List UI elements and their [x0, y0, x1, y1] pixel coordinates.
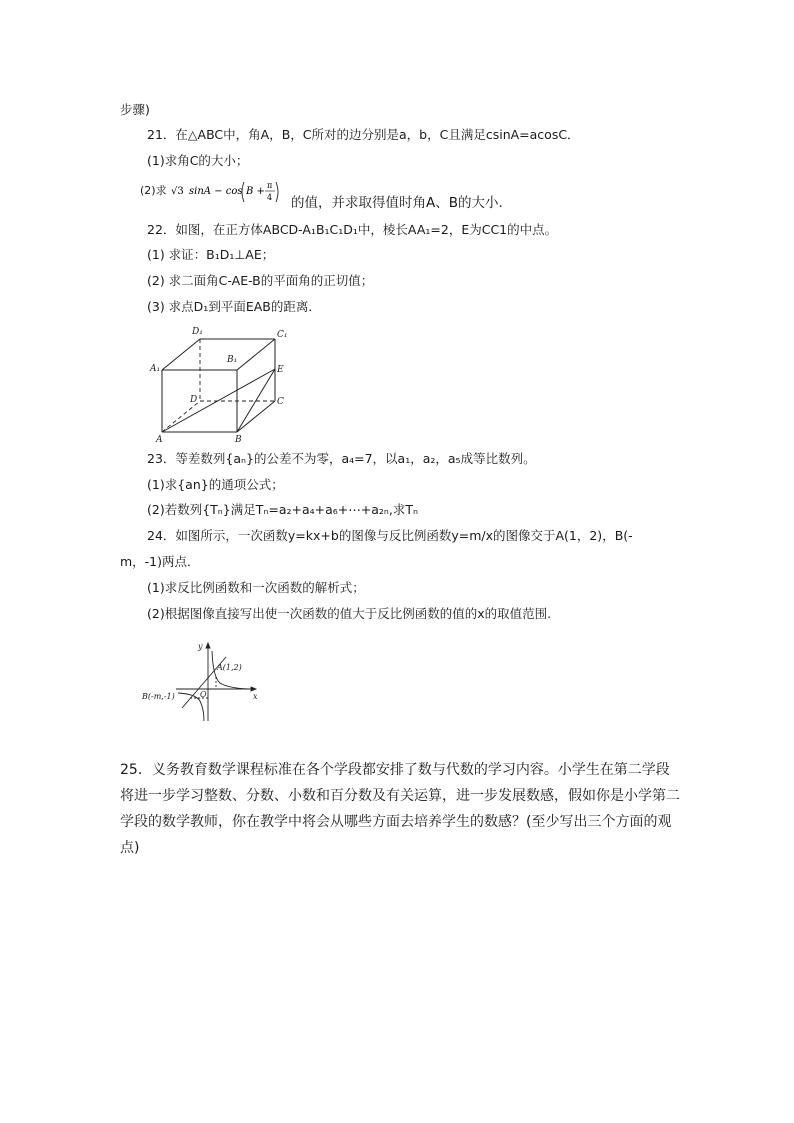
question-22: 22．如图，在正方体ABCD-A₁B₁C₁D₁中，棱长AA₁=2，E为CC1的中点。 [147, 222, 558, 237]
segment-b-e [237, 369, 275, 432]
label-c1: C₁ [277, 330, 288, 340]
label-x: x [253, 692, 258, 701]
label-point-a: A(1,2) [217, 663, 242, 672]
question-23-part-1: (1)求{an}的通项公式； [147, 477, 284, 492]
question-23-part-2: (2)若数列{Tₙ}满足Tₙ=a₂+a₄+a₆+⋯+a₂ₙ,求Tₙ [147, 502, 418, 517]
question-21-part-1: (1)求角C的大小； [147, 153, 249, 168]
pi: π [267, 181, 273, 190]
question-24-part-1: (1)求反比例函数和一次函数的解析式； [147, 580, 365, 595]
x-arrow [251, 687, 256, 691]
label-y: y [198, 642, 203, 651]
label-c: C [277, 397, 284, 407]
label-a: A [156, 435, 163, 444]
label-origin: O [200, 690, 207, 699]
right-paren [276, 182, 278, 202]
formula [171, 177, 281, 207]
label-e: E [277, 365, 284, 375]
question-24-part-2: (2)根据图像直接写出使一次函数的值大于反比例函数的值的x的取值范围. [147, 606, 552, 621]
edge-b1-c1 [237, 339, 275, 370]
label-a1: A₁ [150, 364, 161, 374]
label-b1: B₁ [227, 355, 238, 365]
text-line: 步骤) [120, 102, 150, 117]
label-b: B [235, 435, 242, 444]
cube-figure [145, 322, 305, 444]
segment-a-e [162, 369, 275, 432]
label-d1: D₁ [192, 327, 203, 337]
edge-b-c [237, 401, 275, 432]
question-21-part-2-suffix: 的值，并求取得值时角A、B的大小. [291, 195, 503, 211]
formula-graphic [171, 177, 281, 207]
label-d: D [190, 395, 198, 405]
edge-a1-d1 [162, 339, 200, 370]
function-graph [140, 637, 265, 725]
four: 4 [267, 193, 273, 202]
b-term: B + [246, 186, 265, 197]
sin-cos-term: sinA − cos [189, 186, 243, 197]
sqrt3: √3 [171, 186, 184, 197]
left-paren [242, 182, 244, 202]
question-24-line-1: 24．如图所示，一次函数y=kx+b的图像与反比例函数y=m/x的图像交于A(1，2)，B(- [147, 528, 633, 543]
question-22-part-1: (1) 求证：B₁D₁⊥AE； [147, 247, 275, 262]
question-21-part-2-prefix: (2)求 [140, 184, 167, 197]
y-arrow [206, 643, 210, 648]
question-24-line-2: m，-1)两点． [120, 554, 200, 569]
question-21: 21．在△ABC中，角A，B，C所对的边分别是a，b，C且满足csinA=acosC． [147, 127, 580, 142]
hidden-edge-a-d [162, 401, 200, 432]
label-point-b: B(-m,-1) [142, 692, 175, 701]
question-22-part-3: (3) 求点D₁到平面EAB的距离． [147, 299, 321, 314]
question-23: 23．等差数列{aₙ}的公差不为零，a₄=7，以a₁，a₂，a₅成等比数列。 [147, 451, 536, 466]
question-22-part-2: (2) 求二面角C-AE-B的平面角的正切值； [147, 273, 374, 288]
question-25: 25．义务教育数学课程标准在各个学段都安排了数与代数的学习内容。小学生在第二学段将进一步学习整数、分数、小数和百分数及有关运算，进一步发展数感，假如你是小学第二学段的数学教师，你在教学中将会从哪些方面去培养学生的数感？(至少写出三个方面的观点) [120, 762, 680, 856]
